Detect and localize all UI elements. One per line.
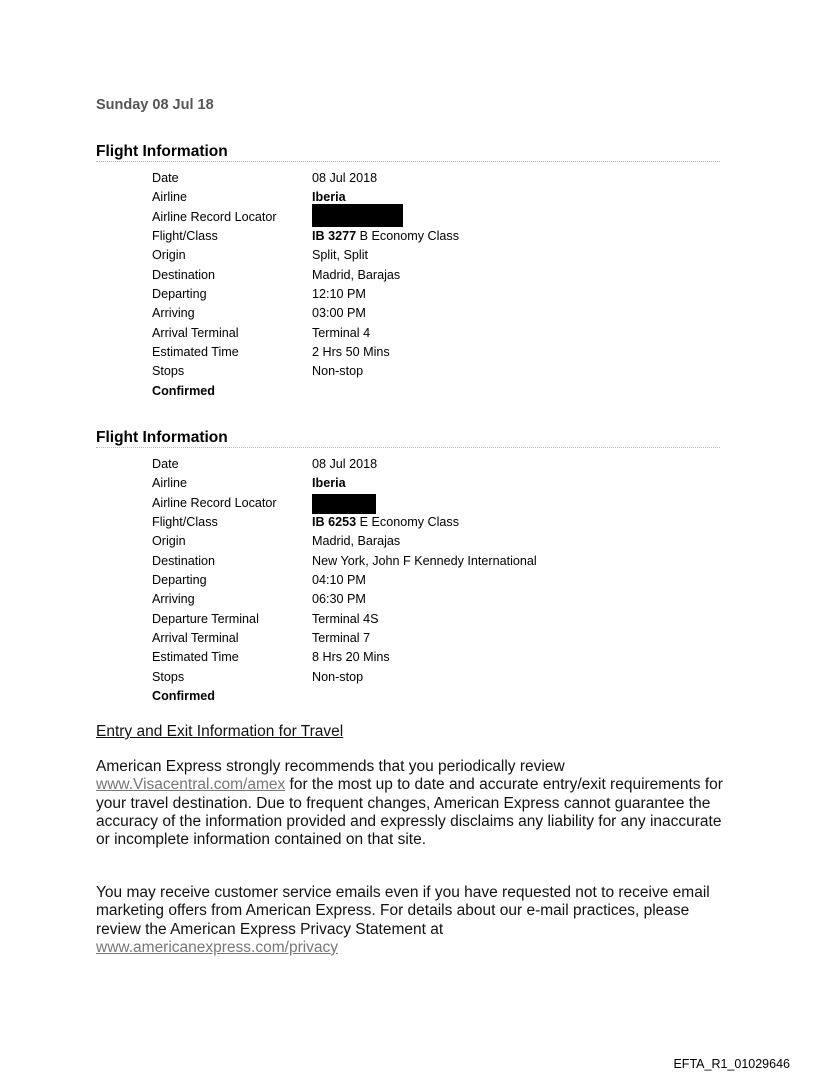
airline-label: Airline: [152, 476, 187, 491]
flight-1-departing-row: [152, 285, 459, 304]
flight-2-stops-row: [152, 668, 537, 687]
arriving-value: 03:00 PM: [312, 306, 366, 321]
entry-exit-text-before-link: American Express strongly recommends that you periodically review: [96, 758, 565, 775]
arrival-terminal-label: Arrival Terminal: [152, 325, 239, 340]
flight-2-locator-row: [152, 494, 537, 513]
flight-2-origin-row: [152, 532, 537, 551]
departing-label: Departing: [152, 286, 207, 301]
departing-label: Departing: [152, 572, 207, 587]
flight-2-status: Confirmed: [152, 688, 215, 703]
locator-label: Airline Record Locator: [152, 495, 277, 510]
arriving-label: Arriving: [152, 306, 195, 321]
flight-2-arriving-row: [152, 590, 537, 609]
redacted-locator: [312, 204, 403, 227]
flight-1-arrival-terminal-row: [152, 324, 459, 343]
estimated-time-label: Estimated Time: [152, 344, 239, 359]
flight-1-locator-row: [152, 208, 459, 227]
entry-exit-text-after-link: for the most up to date and accurate entry/exit requirements for your travel destination. Due to frequent changes, American Express cannot guarantee the accuracy of the information provided and expressly disclaims any liability for any inaccurate or incomplete information contained on that site.: [96, 776, 723, 849]
flight-number: IB 3277: [312, 228, 357, 243]
airline-value: Iberia: [312, 476, 346, 491]
visacentral-link[interactable]: www.Visacentral.com/amex: [96, 776, 286, 794]
destination-value: New York, John F Kennedy International: [312, 553, 537, 568]
document-code: EFTA_R1_01029646: [673, 1057, 790, 1071]
flight-1-destination-row: [152, 266, 459, 285]
flight-1-arriving-row: [152, 304, 459, 323]
departing-value: 04:10 PM: [312, 572, 366, 587]
arriving-label: Arriving: [152, 592, 195, 607]
flight-2-departure-terminal-row: [152, 610, 537, 629]
date-value: 08 Jul 2018: [312, 171, 378, 185]
privacy-text: You may receive customer service emails even if you have requested not to receive email marketing offers from American Express. For details about our e-mail practices, please review the American Express Privacy Statement at: [96, 884, 710, 938]
destination-label: Destination: [152, 267, 216, 282]
flight-2-arrival-terminal-row: [152, 629, 537, 648]
entry-exit-paragraph: [96, 758, 726, 849]
flight-2-date-row: [152, 455, 537, 474]
flight-1-airline-row: [152, 188, 459, 207]
date-label: Date: [152, 171, 179, 185]
arrival-terminal-label: Arrival Terminal: [152, 630, 239, 645]
redacted-locator: [312, 494, 376, 514]
airline-label: Airline: [152, 190, 187, 205]
flight-1-origin-row: [152, 246, 459, 265]
entry-exit-heading: Entry and Exit Information for Travel: [96, 723, 344, 740]
flight-class-value: B Economy Class: [359, 228, 459, 243]
flight-2-details: [152, 455, 537, 706]
departure-terminal-value: Terminal 4S: [312, 611, 379, 626]
flight-class-value: E Economy Class: [359, 514, 459, 529]
origin-label: Origin: [152, 248, 186, 263]
flight-class-label: Flight/Class: [152, 228, 218, 243]
stops-label: Stops: [152, 669, 185, 684]
flight-1-section-title: Flight Information: [96, 142, 720, 162]
locator-label: Airline Record Locator: [152, 209, 277, 224]
estimated-time-value: 2 Hrs 50 Mins: [312, 344, 390, 359]
stops-value: Non-stop: [312, 364, 364, 379]
destination-value: Madrid, Barajas: [312, 267, 401, 282]
destination-label: Destination: [152, 553, 216, 568]
stops-value: Non-stop: [312, 669, 364, 684]
airline-value: Iberia: [312, 190, 346, 205]
flight-2-flight-class-row: [152, 513, 537, 532]
privacy-link[interactable]: www.americanexpress.com/privacy: [96, 938, 339, 956]
arriving-value: 06:30 PM: [312, 592, 366, 607]
estimated-time-label: Estimated Time: [152, 650, 239, 665]
flight-class-label: Flight/Class: [152, 514, 218, 529]
departing-value: 12:10 PM: [312, 286, 366, 301]
estimated-time-value: 8 Hrs 20 Mins: [312, 650, 390, 665]
flight-2-departing-row: [152, 571, 537, 590]
stops-label: Stops: [152, 364, 185, 379]
departure-terminal-label: Departure Terminal: [152, 611, 259, 626]
origin-value: Madrid, Barajas: [312, 534, 401, 549]
date-value: 08 Jul 2018: [312, 457, 378, 471]
privacy-paragraph: [96, 884, 726, 957]
flight-1-flight-class-row: [152, 227, 459, 246]
flight-2-destination-row: [152, 552, 537, 571]
flight-2-estimated-time-row: [152, 648, 537, 667]
date-label: Date: [152, 457, 179, 471]
itinerary-date: Sunday 08 Jul 18: [96, 97, 214, 113]
flight-1-estimated-time-row: [152, 343, 459, 362]
flight-1-date-row: [152, 169, 459, 188]
flight-1-status: Confirmed: [152, 383, 215, 398]
flight-2-section-title: Flight Information: [96, 428, 720, 448]
flight-2-airline-row: [152, 474, 537, 493]
flight-number: IB 6253: [312, 514, 357, 529]
arrival-terminal-value: Terminal 7: [312, 630, 371, 645]
arrival-terminal-value: Terminal 4: [312, 325, 371, 340]
flight-1-stops-row: [152, 362, 459, 381]
origin-label: Origin: [152, 534, 186, 549]
origin-value: Split, Split: [312, 248, 368, 263]
flight-1-details: [152, 169, 459, 401]
